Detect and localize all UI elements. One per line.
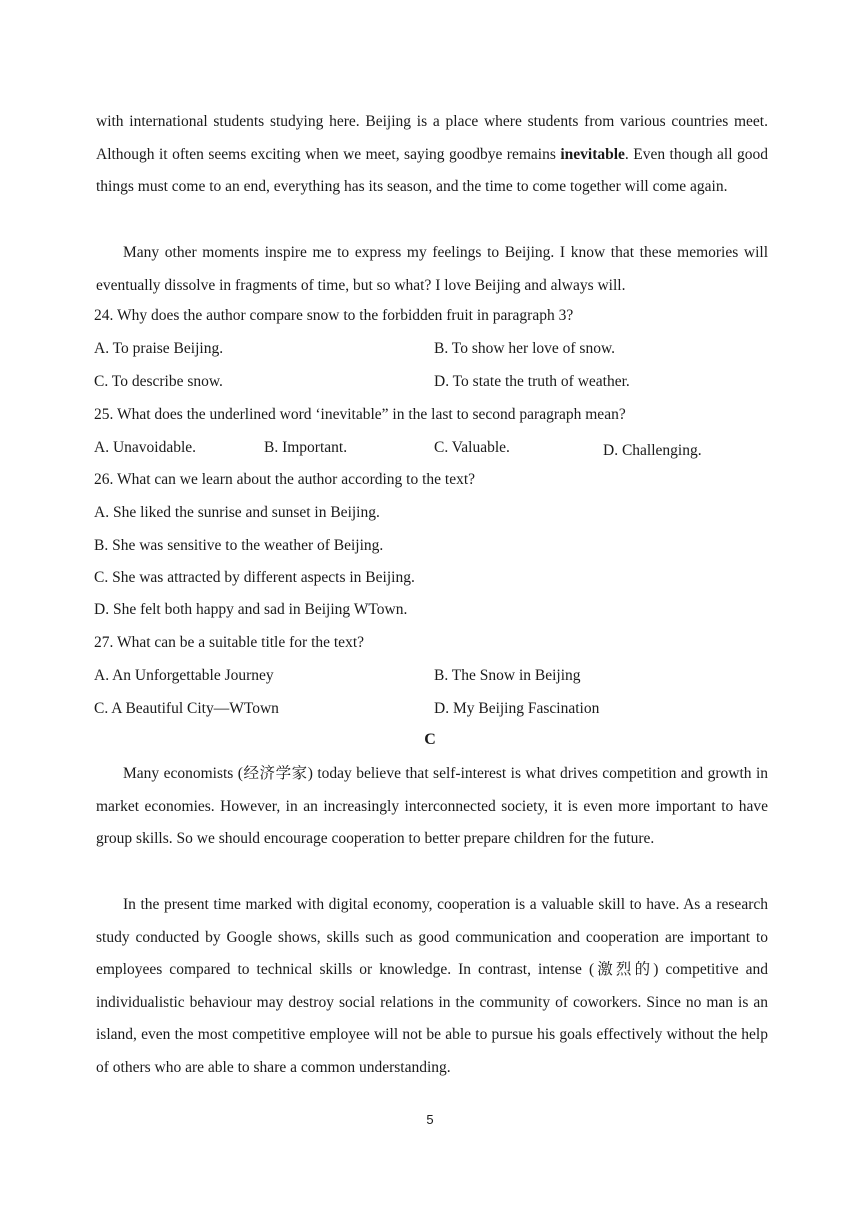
question-25-stem: 25. What does the underlined word ‘inevitable” in the last to second paragraph mean? xyxy=(94,406,626,423)
question-27-option-a: A. An Unforgettable Journey xyxy=(94,667,274,684)
question-26-stem: 26. What can we learn about the author according to the text? xyxy=(94,471,476,488)
question-25-option-b: B. Important. xyxy=(264,439,348,456)
passage-b-paragraph-end xyxy=(96,106,768,204)
question-25-option-d: D. Challenging. xyxy=(603,442,702,459)
question-24-stem: 24. Why does the author compare snow to the forbidden fruit in paragraph 3? xyxy=(94,307,574,324)
section-c-heading: C xyxy=(424,731,436,748)
passage-b-last-paragraph: Many other moments inspire me to express my feelings to Beijing. I know that these memories will eventually dissolve in fragments of time, but so what? I love Beijing and always will. xyxy=(96,244,768,294)
paragraph-text: . Even though all good things must come to an end, everything has its season, and the time to come together will come again. xyxy=(96,145,768,195)
question-26-option-a: A. She liked the sunrise and sunset in Beijing. xyxy=(94,504,380,521)
section-c-paragraph-1: Many economists (经济学家) today believe that self-interest is what drives competition and growth in market economies. However, in an increasingly interconnected society, it is even more important to have group skills. So we should encourage cooperation to better prepare children for the future. xyxy=(96,765,768,847)
paragraph-text: with international students studying here. Beijing is a place where students from various countries meet. Although it often seems exciting when we meet, saying goodbye remains xyxy=(96,113,768,163)
question-25-option-c: C. Valuable. xyxy=(434,439,510,456)
question-24-option-a: A. To praise Beijing. xyxy=(94,340,224,357)
question-27-option-c: C. A Beautiful City—WTown xyxy=(94,700,279,717)
question-25-option-a: A. Unavoidable. xyxy=(94,439,197,456)
question-26-option-c: C. She was attracted by different aspects in Beijing. xyxy=(94,569,415,586)
page-number: 5 xyxy=(426,1112,434,1127)
question-24-option-c: C. To describe snow. xyxy=(94,373,223,390)
question-24-option-b: B. To show her love of snow. xyxy=(434,340,616,357)
question-26-option-b: B. She was sensitive to the weather of Beijing. xyxy=(94,537,384,554)
bold-word-inevitable: inevitable xyxy=(560,145,625,163)
question-24-option-d: D. To state the truth of weather. xyxy=(434,373,630,390)
question-27-option-d: D. My Beijing Fascination xyxy=(434,700,600,717)
question-27-stem: 27. What can be a suitable title for the text? xyxy=(94,634,365,651)
section-c-paragraph-2: In the present time marked with digital economy, cooperation is a valuable skill to have. As a research study conducted by Google shows, skills such as good communication and cooperation are important to employees compared to technical skills or knowledge. In contrast, intense (激烈的) competitive and individualistic behaviour may destroy social relations in the community of coworkers. Since no man is an island, even the most competitive employee will not be able to pursue his goals effectively without the help of others who are able to share a common understanding. xyxy=(96,896,768,1076)
question-27-option-b: B. The Snow in Beijing xyxy=(434,667,581,684)
question-26-option-d: D. She felt both happy and sad in Beijing WTown. xyxy=(94,601,408,618)
